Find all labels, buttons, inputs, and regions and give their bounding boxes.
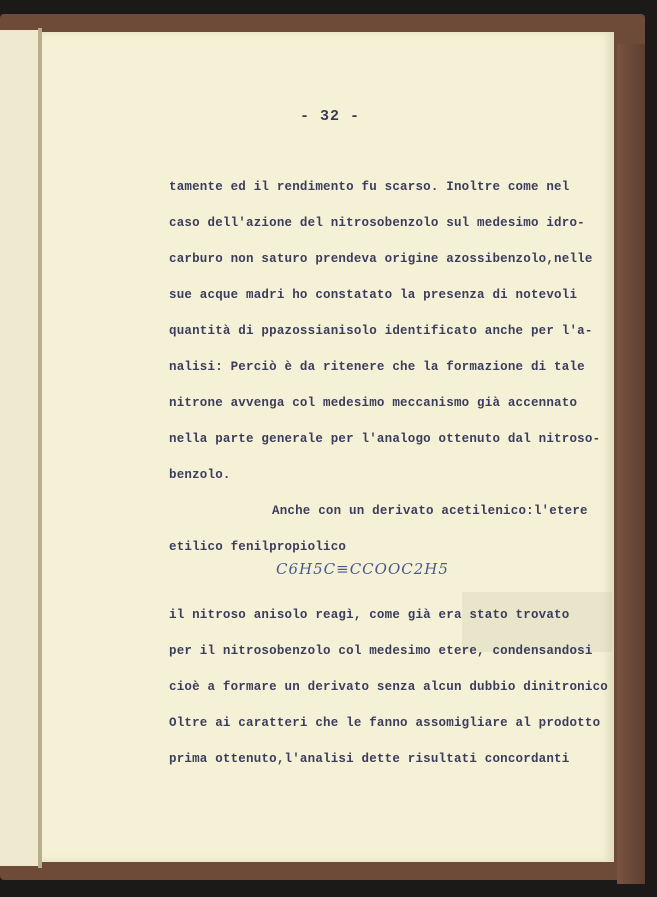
document-page [42, 32, 614, 862]
text-line: nitrone avvenga col medesimo meccanismo già accennato [169, 396, 578, 410]
text-line: carburo non saturo prendeva origine azossibenzolo,nelle [169, 252, 593, 266]
page-number: - 32 - [300, 108, 361, 125]
text-line: nella parte generale per l'analogo ottenuto dal nitroso- [169, 432, 601, 446]
text-line: benzolo. [169, 468, 231, 482]
handwritten-formula: C6H5C≡CCOOC2H5 [276, 560, 449, 578]
text-line: tamente ed il rendimento fu scarso. Inoltre come nel [169, 180, 570, 194]
text-line: cioè a formare un derivato senza alcun dubbio dinitronico [169, 680, 608, 694]
text-line: quantità di ppazossianisolo identificato anche per l'a- [169, 324, 593, 338]
bleed-through [462, 592, 612, 652]
text-line: nalisi: Perciò è da ritenere che la formazione di tale [169, 360, 585, 374]
left-page [0, 30, 40, 866]
text-line: sue acque madri ho constatato la presenza di notevoli [169, 288, 578, 302]
text-line: per il nitrosobenzolo col medesimo etere, condensandosi [169, 644, 593, 658]
cover-edge [617, 44, 645, 884]
text-line: Anche con un derivato acetilenico:l'etere [272, 504, 588, 518]
text-line: prima ottenuto,l'analisi dette risultati concordanti [169, 752, 570, 766]
text-line: il nitroso anisolo reagì, come già era stato trovato [169, 608, 570, 622]
text-line: etilico fenilpropiolico [169, 540, 347, 554]
text-line: caso dell'azione del nitrosobenzolo sul medesimo idro- [169, 216, 585, 230]
text-line: Oltre ai caratteri che le fanno assomigliare al prodotto [169, 716, 601, 730]
